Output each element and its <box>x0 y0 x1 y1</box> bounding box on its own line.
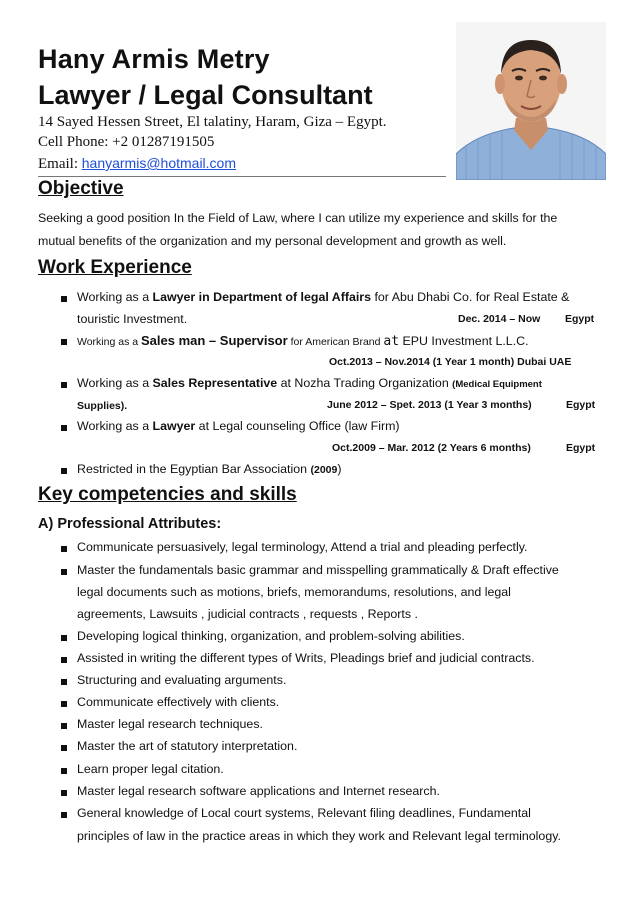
skill-line-9: Master legal research techniques. <box>77 717 263 731</box>
objective-line-2: mutual benefits of the organization and my personal development and growth as well. <box>38 234 507 248</box>
address: 14 Sayed Hessen Street, El talatiny, Haram, Giza – Egypt. <box>38 114 387 130</box>
work-item-1-place: Egypt <box>565 313 595 325</box>
candidate-title: Lawyer / Legal Consultant <box>38 80 373 110</box>
work-item-3-line-1: Working as a Sales Representative at Nozha Trading Organization (Medical Equipment <box>77 376 542 390</box>
skill-line-5: Developing logical thinking, organization, and problem-solving abilities. <box>77 629 465 643</box>
candidate-name: Hany Armis Metry <box>38 44 270 74</box>
bullet-icon <box>61 425 67 431</box>
bullet-icon <box>61 339 67 345</box>
bullet-icon <box>61 723 67 729</box>
skill-line-3: legal documents such as motions, briefs, memorandums, resolutions, and legal <box>77 585 511 599</box>
skill-line-10: Master the art of statutory interpretation. <box>77 739 298 753</box>
work-item-1-line-2: touristic Investment. <box>77 312 188 326</box>
work-item-1-line-1: Working as a Lawyer in Department of legal Affairs for Abu Dhabi Co. for Real Estate & <box>77 290 570 304</box>
bullet-icon <box>61 635 67 641</box>
work-item-4-place: Egypt <box>566 442 596 454</box>
skill-line-8: Communicate effectively with clients. <box>77 695 280 709</box>
objective-line-1: Seeking a good position In the Field of Law, where I can utilize my experience and skills for the <box>38 211 558 225</box>
work-item-4-date: Oct.2009 – Mar. 2012 (2 Years 6 months) <box>332 442 531 454</box>
email-row <box>38 155 236 173</box>
bullet-icon <box>61 468 67 474</box>
bullet-icon <box>61 768 67 774</box>
bullet-icon <box>61 546 67 552</box>
skills-heading: Key competencies and skills <box>38 484 297 505</box>
skill-line-14: principles of law in the practice areas in which they work and Relevant legal terminology. <box>77 829 561 843</box>
work-item-4-line-1: Working as a Lawyer at Legal counseling Office (law Firm) <box>77 419 400 433</box>
bullet-icon <box>61 382 67 388</box>
profile-photo-image <box>456 22 606 180</box>
work-item-5-line-1: Restricted in the Egyptian Bar Association (2009) <box>77 462 342 476</box>
work-item-3-place: Egypt <box>566 399 596 411</box>
bullet-icon <box>61 679 67 685</box>
email-label: Email: <box>38 156 78 172</box>
bullet-icon <box>61 790 67 796</box>
cell-phone: Cell Phone: +2 01287191505 <box>38 134 215 150</box>
bullet-icon <box>61 569 67 575</box>
work-item-3-date: June 2012 – Spet. 2013 (1 Year 3 months) <box>327 399 532 411</box>
email-link[interactable]: hanyarmis@hotmail.com <box>81 155 237 171</box>
skill-line-4: agreements, Lawsuits , judicial contracts , requests , Reports . <box>77 607 418 621</box>
skill-line-2: Master the fundamentals basic grammar and misspelling grammatically & Draft effective <box>77 563 559 577</box>
bullet-icon <box>61 296 67 302</box>
bullet-icon <box>61 701 67 707</box>
bullet-icon <box>61 657 67 663</box>
work-item-3-line-2: Supplies). <box>77 400 128 412</box>
skill-line-6: Assisted in writing the different types of Writs, Pleadings brief and judicial contracts. <box>77 651 535 665</box>
skill-line-1: Communicate persuasively, legal terminology, Attend a trial and pleading perfectly. <box>77 540 528 554</box>
work-item-2-line-1: Working as a Sales man – Supervisor for American Brand at EPU Investment L.L.C. <box>77 333 529 349</box>
bullet-icon <box>61 745 67 751</box>
work-item-2-date: Oct.2013 – Nov.2014 (1 Year 1 month) Dubai UAE <box>329 356 572 368</box>
work-experience-heading: Work Experience <box>38 257 192 278</box>
skill-line-7: Structuring and evaluating arguments. <box>77 673 287 687</box>
skill-line-12: Master legal research software applications and Internet research. <box>77 784 440 798</box>
skill-line-13: General knowledge of Local court systems, Relevant filing deadlines, Fundamental <box>77 806 531 820</box>
skill-line-11: Learn proper legal citation. <box>77 762 224 776</box>
skills-subheading: A) Professional Attributes: <box>38 516 222 532</box>
work-item-1-date: Dec. 2014 – Now <box>458 313 541 325</box>
header-divider <box>38 176 446 177</box>
profile-photo <box>456 22 606 180</box>
bullet-icon <box>61 812 67 818</box>
objective-heading: Objective <box>38 178 124 199</box>
